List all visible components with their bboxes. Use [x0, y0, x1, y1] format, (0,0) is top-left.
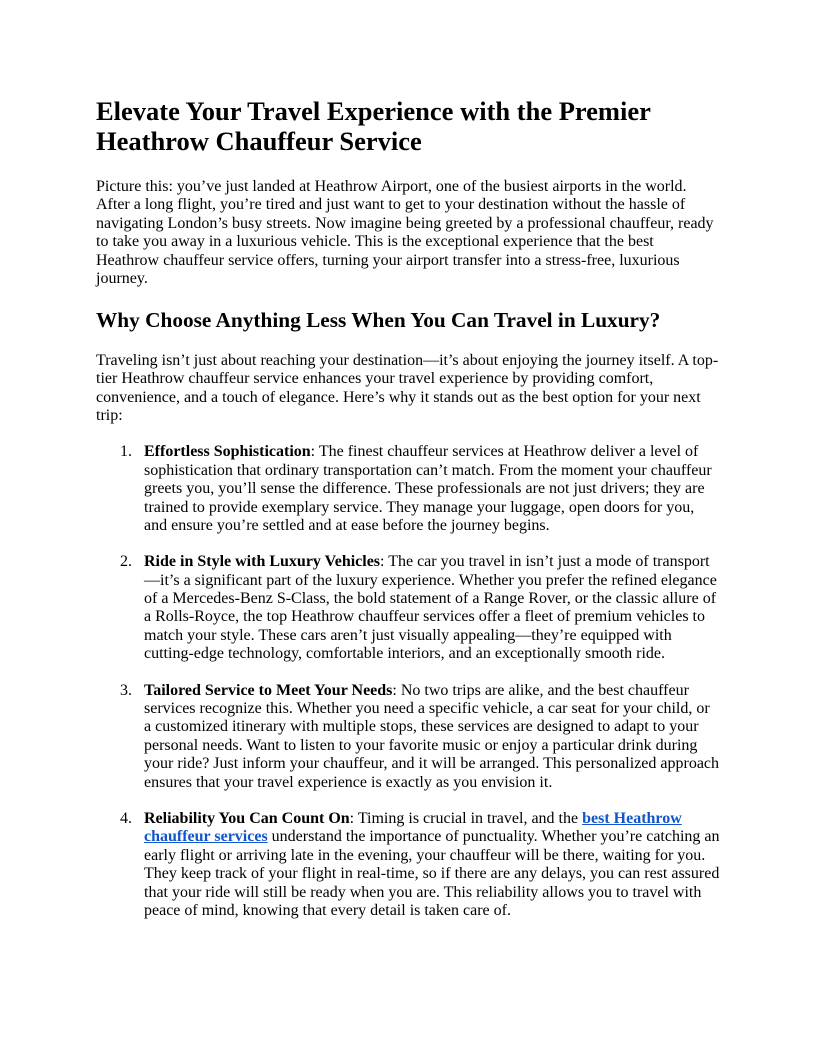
list-item-lead: Tailored Service to Meet Your Needs	[144, 681, 393, 699]
list-item-text: : The car you travel in isn’t just a mode of transport—it’s a significant part of the luxury experience. Whether you prefer the refined elegance of a Mercedes-Benz S-Class, the bold statement of a Range Rover, or the classic allure of a Rolls-Royce, the top Heathrow chauffeur services offer a fleet of premium vehicles to match your style. These cars aren’t just visually appealing—they’re equipped with cutting-edge technology, comfortable interiors, and an exceptionally smooth ride.	[144, 553, 717, 663]
list-item-number: 2.	[120, 553, 132, 571]
list-item-lead: Effortless Sophistication	[144, 443, 311, 461]
list-item-effortless-sophistication	[96, 443, 720, 535]
document-title: Elevate Your Travel Experience with the Premier Heathrow Chauffeur Service	[96, 96, 651, 157]
section-heading: Why Choose Anything Less When You Can Travel in Luxury?	[96, 308, 661, 333]
list-item-lead: Ride in Style with Luxury Vehicles	[144, 553, 381, 571]
intro-paragraph: Picture this: you’ve just landed at Heathrow Airport, one of the busiest airports in the world. After a long flight, you’re tired and just want to get to your destination without the hassle of navigating London’s busy streets. Now imagine being greeted by a professional chauffeur, ready to take you away in a luxurious vehicle. This is the exceptional experience that the best Heathrow chauffeur service offers, turning your airport transfer into a stress-free, luxurious journey.	[96, 177, 714, 287]
list-item-text: : The finest chauffeur services at Heathrow deliver a level of sophistication that ordinary transportation can’t match. From the moment your chauffeur greets you, you’ll sense the difference. These professionals are not just drivers; they are trained to provide exemplary service. They manage your luggage, open doors for you, and ensure you’re settled and at ease before the journey begins.	[144, 443, 712, 534]
list-item-lead: Reliability You Can Count On	[144, 809, 350, 827]
list-item-number: 4.	[120, 809, 132, 827]
list-item-text-after-link: understand the importance of punctuality. Whether you’re catching an early flight or arriving late in the evening, your chauffeur will be there, waiting for you. They keep track of your flight in real-time, so if there are any delays, you can rest assured that your ride will still be ready when you are. This reliability allows you to travel with peace of mind, knowing that every detail is taken care of.	[144, 828, 720, 919]
list-item-number: 3.	[120, 681, 132, 699]
list-item-text-before-link: : Timing is crucial in travel, and the	[349, 809, 583, 827]
benefits-list	[96, 443, 720, 920]
list-item-reliability	[96, 810, 720, 920]
section-intro-paragraph: Traveling isn’t just about reaching your destination—it’s about enjoying the journey itself. A top-tier Heathrow chauffeur service enhances your travel experience by providing comfort, convenience, and a touch of elegance. Here’s why it stands out as the best option for your next trip:	[96, 351, 719, 424]
list-item-text: : No two trips are alike, and the best chauffeur services recognize this. Whether you need a specific vehicle, a car seat for your child, or a customized itinerary with multiple stops, these services are designed to adapt to your personal needs. Want to listen to your favorite music or enjoy a particular drink during your ride? Just inform your chauffeur, and it will be arranged. This personalized approach ensures that your travel experience is exactly as you envision it.	[144, 681, 720, 791]
list-item-tailored-service	[96, 682, 720, 792]
list-item-number: 1.	[120, 443, 132, 461]
list-item-luxury-vehicles	[96, 553, 720, 663]
chauffeur-services-link[interactable]: best Heathrow chauffeur services	[144, 809, 682, 846]
